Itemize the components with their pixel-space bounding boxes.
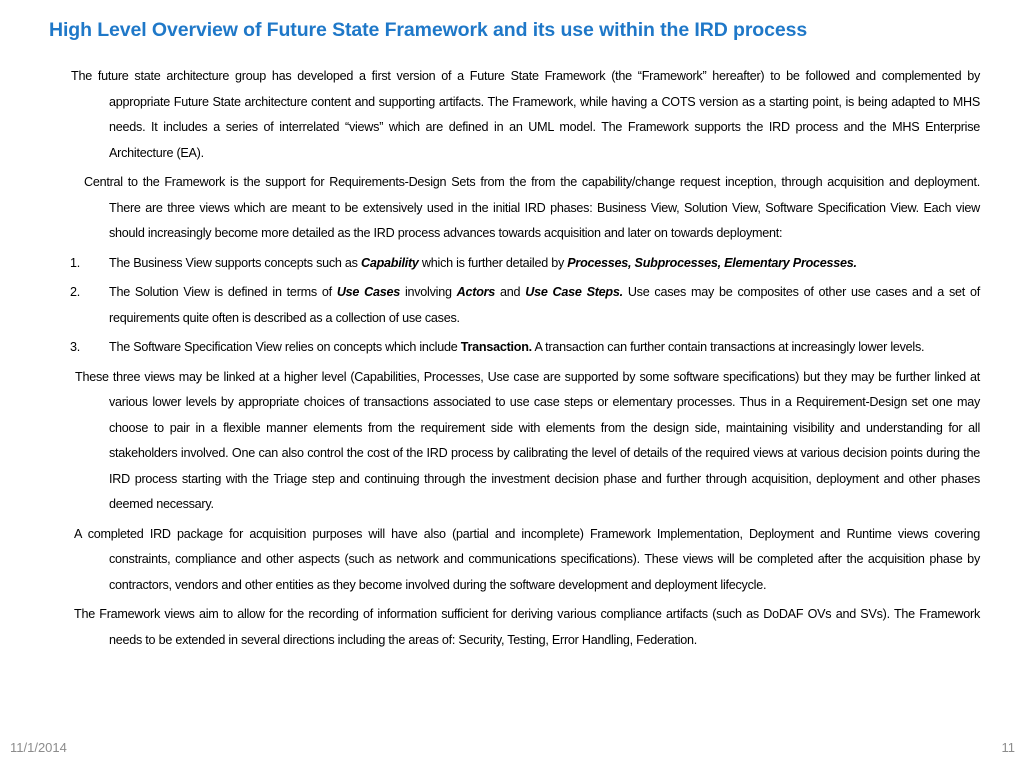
list-text: The Business View supports concepts such as: [109, 255, 361, 270]
emphasis-actors: Actors: [456, 285, 496, 299]
list-text: which is further detailed by: [418, 255, 568, 270]
list-text: The Software Specification View relies on concepts which include: [109, 340, 461, 354]
paragraph-views-linking: These three views may be linked at a higher level (Capabilities, Processes, Use case are supported by some software specifications) but they may be further linked at various lower levels by appropriate choices of transactions associated to use case steps or elementary processes. Thus in a Requirement-Design set one may choose to pair in a flexible manner elements from the requirement side with elements from the design side, maintaining visibility and understanding for all stakeholders involved. One can also control the cost of the IRD process by calibrating the level of details of the required views at various decision points during the IRD process starting with the Triage step and continuing through the investment decision phase and further through acquisition, deployment and other phases deemed necessary.: [75, 369, 980, 511]
list-text: Use cases may be composites of other use cases and a set of requirements quite often is described as a collection of use cases.: [109, 285, 980, 325]
list-text: involving: [400, 285, 457, 299]
emphasis-processes: Processes, Subprocesses, Elementary Processes.: [567, 255, 857, 270]
emphasis-use-case-steps: Use Case Steps.: [525, 285, 623, 299]
list-number: 2.: [70, 285, 81, 299]
list-number: 3.: [70, 340, 81, 354]
page-number: 11: [1001, 740, 1015, 755]
list-number: 1.: [70, 255, 81, 270]
list-item-software-spec-view: [70, 335, 980, 361]
emphasis-use-cases: Use Cases: [336, 285, 400, 299]
emphasis-capability: Capability: [360, 255, 419, 270]
paragraph-framework-views: The Framework views aim to allow for the recording of information sufficient for deriving various compliance artifacts (such as DoDAF OVs and SVs). The Framework needs to be extended in several directions including the areas of: Security, Testing, Error Handling, Federation.: [74, 607, 980, 647]
list-item-business-view: [70, 251, 980, 277]
slide-title: High Level Overview of Future State Framework and its use within the IRD process: [49, 19, 808, 41]
paragraph-framework-intro: The future state architecture group has developed a first version of a Future State Framework (the “Framework” hereafter) to be followed and complemented by appropriate Future State architecture content and supporting artifacts. The Framework, while having a COTS version as a starting point, is being adapted to MHS needs. It includes a series of interrelated “views” which are defined in an UML model. The Framework supports the IRD process and the MHS Enterprise Architecture (EA).: [71, 69, 980, 160]
footer-date: 11/1/2014: [10, 740, 67, 755]
paragraph-completed-package: A completed IRD package for acquisition purposes will have also (partial and incomplete) Framework Implementation, Deployment and Runtime views covering constraints, compliance and other aspects (such as network and communications specifications). These views will be completed after the acquisition phase by contractors, vendors and other entities as they become involved during the software development and deployment lifecycle.: [74, 526, 980, 592]
emphasis-transaction: Transaction.: [460, 340, 532, 354]
list-item-solution-view: [70, 280, 980, 331]
list-text: A transaction can further contain transactions at increasingly lower levels.: [531, 340, 925, 354]
slide-body: [0, 64, 1024, 657]
paragraph-central-support: Central to the Framework is the support for Requirements-Design Sets from the from the capability/change request inception, through acquisition and deployment. There are three views which are meant to be extensively used in the initial IRD phases: Business View, Solution View, Software Specification View. Each view should increasingly become more detailed as the IRD process advances towards acquisition and later on towards deployment:: [84, 175, 980, 240]
list-text: and: [495, 285, 526, 299]
list-text: The Solution View is defined in terms of: [109, 285, 337, 299]
